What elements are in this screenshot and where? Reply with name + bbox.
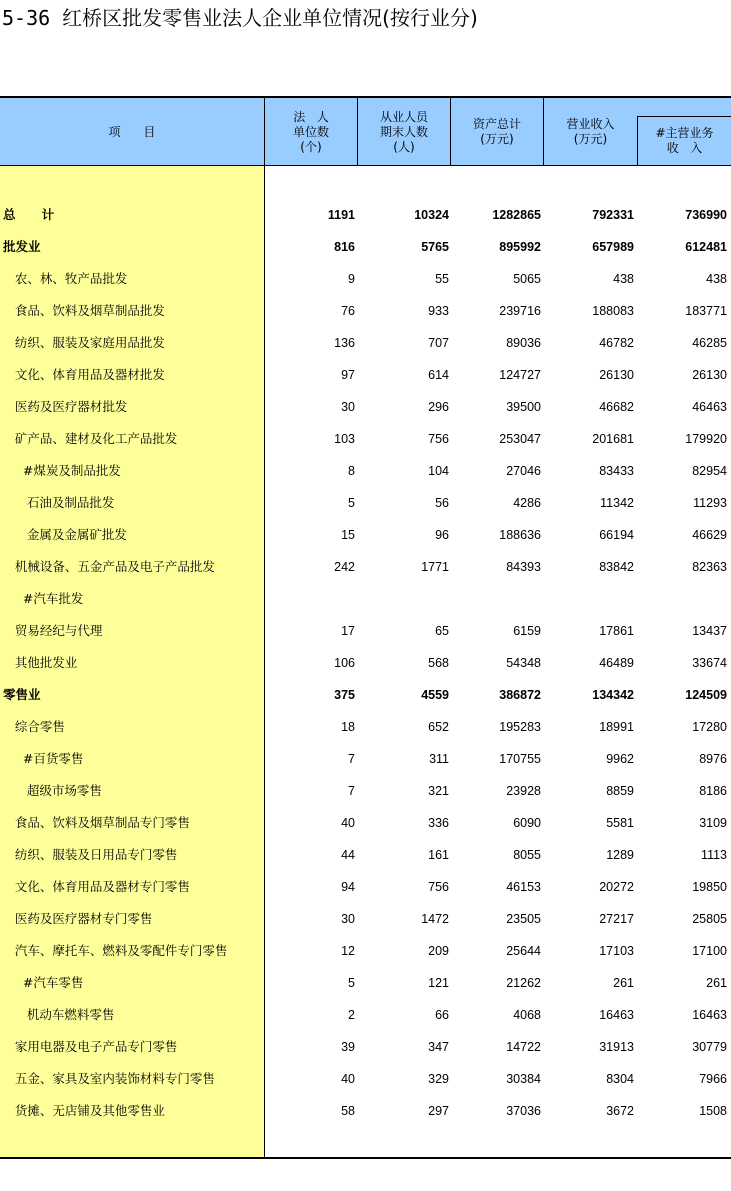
table-row (0, 199, 731, 231)
table-row (0, 583, 731, 615)
row-label: 金属及金属矿批发 (3, 527, 127, 542)
cell-operating-revenue: 11342 (600, 496, 634, 510)
table-row (0, 967, 731, 999)
table-title: 红桥区批发零售业法人企业单位情况(按行业分) (62, 6, 478, 30)
cell-operating-revenue: 46489 (599, 656, 634, 670)
cell-legal-units: 9 (348, 272, 355, 286)
cell-operating-revenue: 188083 (592, 304, 634, 318)
cell-total-assets: 253047 (499, 432, 541, 446)
table-number: 5-36 (2, 6, 51, 30)
row-label: 总 计 (3, 207, 55, 222)
cell-employees (359, 583, 449, 615)
cell-main-business-revenue: 17100 (692, 944, 727, 958)
cell-legal-units: 58 (341, 1104, 355, 1118)
cell-legal-units: 5 (348, 976, 355, 990)
table-row (0, 359, 731, 391)
row-label: 家用电器及电子产品专门零售 (3, 1039, 178, 1054)
cell-operating-revenue: 16463 (599, 1008, 634, 1022)
cell-employees: 161 (428, 848, 449, 862)
cell-main-business-revenue: 8976 (699, 752, 727, 766)
cell-main-business-revenue: 179920 (685, 432, 727, 446)
cell-operating-revenue: 9962 (606, 752, 634, 766)
table-row (0, 1031, 731, 1063)
cell-legal-units: 12 (341, 944, 355, 958)
cell-operating-revenue: 438 (613, 272, 634, 286)
cell-operating-revenue: 1289 (606, 848, 634, 862)
header-main-business-revenue: #主营业务 收 入 (655, 126, 714, 155)
cell-main-business-revenue: 26130 (692, 368, 727, 382)
cell-legal-units: 18 (341, 720, 355, 734)
cell-employees: 96 (435, 528, 449, 542)
cell-total-assets: 8055 (513, 848, 541, 862)
row-label: 货摊、无店铺及其他零售业 (3, 1103, 165, 1118)
cell-total-assets: 23505 (506, 912, 541, 926)
cell-total-assets (452, 583, 541, 615)
cell-legal-units: 816 (334, 240, 355, 254)
cell-legal-units: 8 (348, 464, 355, 478)
cell-main-business-revenue: 183771 (685, 304, 727, 318)
table-row (0, 231, 731, 263)
cell-total-assets: 30384 (506, 1072, 541, 1086)
cell-main-business-revenue: 11293 (693, 496, 727, 510)
row-label: #汽车批发 (3, 591, 84, 606)
cell-employees: 347 (428, 1040, 449, 1054)
cell-total-assets: 6159 (513, 624, 541, 638)
table-row (0, 327, 731, 359)
cell-legal-units: 5 (348, 496, 355, 510)
row-label: 矿产品、建材及化工产品批发 (3, 431, 178, 446)
row-label: #汽车零售 (3, 975, 84, 990)
cell-operating-revenue: 8304 (606, 1072, 634, 1086)
cell-operating-revenue: 46782 (599, 336, 634, 350)
cell-main-business-revenue: 3109 (699, 816, 727, 830)
cell-total-assets: 5065 (513, 272, 541, 286)
cell-operating-revenue: 261 (613, 976, 634, 990)
cell-employees: 1771 (421, 560, 449, 574)
cell-operating-revenue (545, 583, 634, 615)
cell-employees: 5765 (421, 240, 449, 254)
cell-operating-revenue: 20272 (599, 880, 634, 894)
cell-main-business-revenue: 82363 (692, 560, 727, 574)
cell-main-business-revenue: 612481 (685, 240, 727, 254)
cell-employees: 65 (435, 624, 449, 638)
cell-employees: 55 (435, 272, 449, 286)
cell-operating-revenue: 17103 (599, 944, 634, 958)
row-label: #百货零售 (3, 751, 84, 766)
cell-employees: 297 (428, 1104, 449, 1118)
table-row (0, 711, 731, 743)
row-label: #煤炭及制品批发 (3, 463, 121, 478)
cell-employees: 568 (428, 656, 449, 670)
cell-main-business-revenue: 30779 (692, 1040, 727, 1054)
table-row (0, 903, 731, 935)
cell-main-business-revenue (637, 583, 727, 615)
row-label: 文化、体育用品及器材专门零售 (3, 879, 190, 894)
cell-total-assets: 4068 (513, 1008, 541, 1022)
cell-operating-revenue: 27217 (599, 912, 634, 926)
cell-main-business-revenue: 1508 (699, 1104, 727, 1118)
cell-legal-units: 40 (341, 1072, 355, 1086)
cell-employees: 56 (435, 496, 449, 510)
cell-main-business-revenue: 1113 (701, 848, 727, 862)
cell-employees: 311 (429, 752, 449, 766)
cell-legal-units: 44 (341, 848, 355, 862)
cell-legal-units: 30 (341, 400, 355, 414)
table-row (0, 839, 731, 871)
cell-main-business-revenue: 33674 (692, 656, 727, 670)
cell-total-assets: 895992 (499, 240, 541, 254)
header-legal-units: 法 人 单位数 (个) (292, 109, 329, 154)
cell-total-assets: 54348 (506, 656, 541, 670)
table-row (0, 775, 731, 807)
cell-total-assets: 124727 (499, 368, 541, 382)
cell-employees: 321 (428, 784, 449, 798)
cell-operating-revenue: 5581 (606, 816, 634, 830)
table-row (0, 423, 731, 455)
cell-legal-units: 242 (334, 560, 355, 574)
table-row (0, 615, 731, 647)
cell-legal-units: 375 (334, 688, 355, 702)
row-label: 食品、饮料及烟草制品专门零售 (3, 815, 190, 830)
cell-main-business-revenue: 438 (706, 272, 727, 286)
cell-main-business-revenue: 7966 (699, 1072, 727, 1086)
row-label: 综合零售 (3, 719, 65, 734)
row-label: 石油及制品批发 (3, 495, 115, 510)
cell-total-assets: 4286 (513, 496, 541, 510)
row-label: 纺织、服装及家庭用品批发 (3, 335, 165, 350)
cell-legal-units (265, 583, 355, 615)
cell-legal-units: 15 (341, 528, 355, 542)
cell-total-assets: 6090 (513, 816, 541, 830)
cell-total-assets: 39500 (506, 400, 541, 414)
cell-employees: 1472 (421, 912, 449, 926)
header-operating-revenue: 营业收入 (万元) (566, 117, 615, 146)
cell-total-assets: 1282865 (492, 208, 541, 222)
row-label: 其他批发业 (3, 655, 78, 670)
cell-total-assets: 21262 (506, 976, 541, 990)
cell-legal-units: 136 (334, 336, 355, 350)
table-row (0, 807, 731, 839)
cell-legal-units: 40 (341, 816, 355, 830)
cell-legal-units: 7 (348, 752, 355, 766)
cell-main-business-revenue: 8186 (699, 784, 727, 798)
cell-operating-revenue: 3672 (606, 1104, 634, 1118)
cell-employees: 652 (428, 720, 449, 734)
cell-legal-units: 106 (334, 656, 355, 670)
cell-operating-revenue: 134342 (592, 688, 634, 702)
cell-main-business-revenue: 19850 (692, 880, 727, 894)
cell-total-assets: 195283 (499, 720, 541, 734)
table-bottom-rule (0, 1157, 731, 1159)
row-label: 食品、饮料及烟草制品批发 (3, 303, 165, 318)
cell-total-assets: 84393 (506, 560, 541, 574)
cell-operating-revenue: 18991 (599, 720, 634, 734)
table-row (0, 1063, 731, 1095)
cell-total-assets: 188636 (499, 528, 541, 542)
cell-legal-units: 76 (341, 304, 355, 318)
cell-main-business-revenue: 82954 (692, 464, 727, 478)
cell-employees: 756 (428, 880, 449, 894)
cell-employees: 707 (428, 336, 449, 350)
cell-operating-revenue: 8859 (606, 784, 634, 798)
cell-employees: 329 (428, 1072, 449, 1086)
cell-legal-units: 7 (348, 784, 355, 798)
table-row (0, 391, 731, 423)
row-label: 文化、体育用品及器材批发 (3, 367, 165, 382)
row-label: 医药及医疗器材专门零售 (3, 911, 153, 926)
cell-operating-revenue: 17861 (599, 624, 634, 638)
header-item: 项 目 (108, 124, 156, 139)
cell-operating-revenue: 31913 (599, 1040, 634, 1054)
cell-total-assets: 239716 (499, 304, 541, 318)
table-row (0, 999, 731, 1031)
cell-main-business-revenue: 46463 (692, 400, 727, 414)
cell-operating-revenue: 46682 (599, 400, 634, 414)
row-label: 医药及医疗器材批发 (3, 399, 128, 414)
row-label: 五金、家具及室内装饰材料专门零售 (3, 1071, 215, 1086)
cell-total-assets: 25644 (506, 944, 541, 958)
cell-employees: 104 (428, 464, 449, 478)
table-row (0, 519, 731, 551)
cell-main-business-revenue: 16463 (692, 1008, 727, 1022)
table-row (0, 295, 731, 327)
cell-employees: 10324 (414, 208, 449, 222)
cell-employees: 756 (428, 432, 449, 446)
cell-total-assets: 23928 (506, 784, 541, 798)
table-row (0, 1095, 731, 1127)
row-label: 农、林、牧产品批发 (3, 271, 128, 286)
table-row (0, 871, 731, 903)
table-row (0, 551, 731, 583)
table-row (0, 455, 731, 487)
cell-total-assets: 37036 (506, 1104, 541, 1118)
cell-legal-units: 39 (341, 1040, 355, 1054)
cell-main-business-revenue: 46629 (692, 528, 727, 542)
cell-employees: 4559 (421, 688, 449, 702)
cell-main-business-revenue: 13437 (692, 624, 727, 638)
cell-operating-revenue: 792331 (592, 208, 634, 222)
cell-legal-units: 97 (341, 368, 355, 382)
cell-employees: 614 (428, 368, 449, 382)
cell-main-business-revenue: 736990 (685, 208, 727, 222)
row-label: 贸易经纪与代理 (3, 623, 103, 638)
row-label: 汽车、摩托车、燃料及零配件专门零售 (3, 943, 228, 958)
cell-employees: 209 (428, 944, 449, 958)
cell-legal-units: 2 (348, 1008, 355, 1022)
cell-operating-revenue: 201681 (592, 432, 634, 446)
cell-legal-units: 103 (334, 432, 355, 446)
cell-main-business-revenue: 17280 (692, 720, 727, 734)
header-employees: 从业人员 期末人数 (人) (379, 109, 428, 154)
cell-main-business-revenue: 25805 (692, 912, 727, 926)
cell-total-assets: 27046 (506, 464, 541, 478)
table-row (0, 487, 731, 519)
cell-main-business-revenue: 124509 (685, 688, 727, 702)
table-row (0, 743, 731, 775)
table-row (0, 647, 731, 679)
cell-operating-revenue: 26130 (599, 368, 634, 382)
table-row (0, 263, 731, 295)
cell-total-assets: 386872 (499, 688, 541, 702)
cell-legal-units: 30 (341, 912, 355, 926)
cell-total-assets: 14722 (506, 1040, 541, 1054)
cell-employees: 296 (428, 400, 449, 414)
cell-employees: 933 (428, 304, 449, 318)
row-label: 超级市场零售 (3, 783, 102, 798)
row-label: 纺织、服装及日用品专门零售 (3, 847, 178, 862)
cell-legal-units: 94 (341, 880, 355, 894)
cell-main-business-revenue: 46285 (692, 336, 727, 350)
cell-legal-units: 17 (341, 624, 355, 638)
cell-employees: 121 (428, 976, 449, 990)
row-label: 批发业 (3, 239, 41, 254)
cell-operating-revenue: 66194 (599, 528, 634, 542)
cell-legal-units: 1191 (327, 208, 355, 222)
cell-operating-revenue: 83433 (599, 464, 634, 478)
row-label: 零售业 (3, 687, 41, 702)
statistics-table (0, 96, 731, 1159)
cell-operating-revenue: 657989 (592, 240, 634, 254)
table-row (0, 679, 731, 711)
page-title (2, 2, 478, 34)
row-label: 机动车燃料零售 (3, 1007, 115, 1022)
cell-total-assets: 46153 (506, 880, 541, 894)
cell-main-business-revenue: 261 (706, 976, 727, 990)
row-label: 机械设备、五金产品及电子产品批发 (3, 559, 215, 574)
table-row (0, 935, 731, 967)
cell-total-assets: 170755 (499, 752, 541, 766)
header-total-assets: 资产总计 (万元) (472, 117, 521, 146)
cell-employees: 336 (428, 816, 449, 830)
cell-total-assets: 89036 (506, 336, 541, 350)
cell-operating-revenue: 83842 (599, 560, 634, 574)
cell-employees: 66 (435, 1008, 449, 1022)
